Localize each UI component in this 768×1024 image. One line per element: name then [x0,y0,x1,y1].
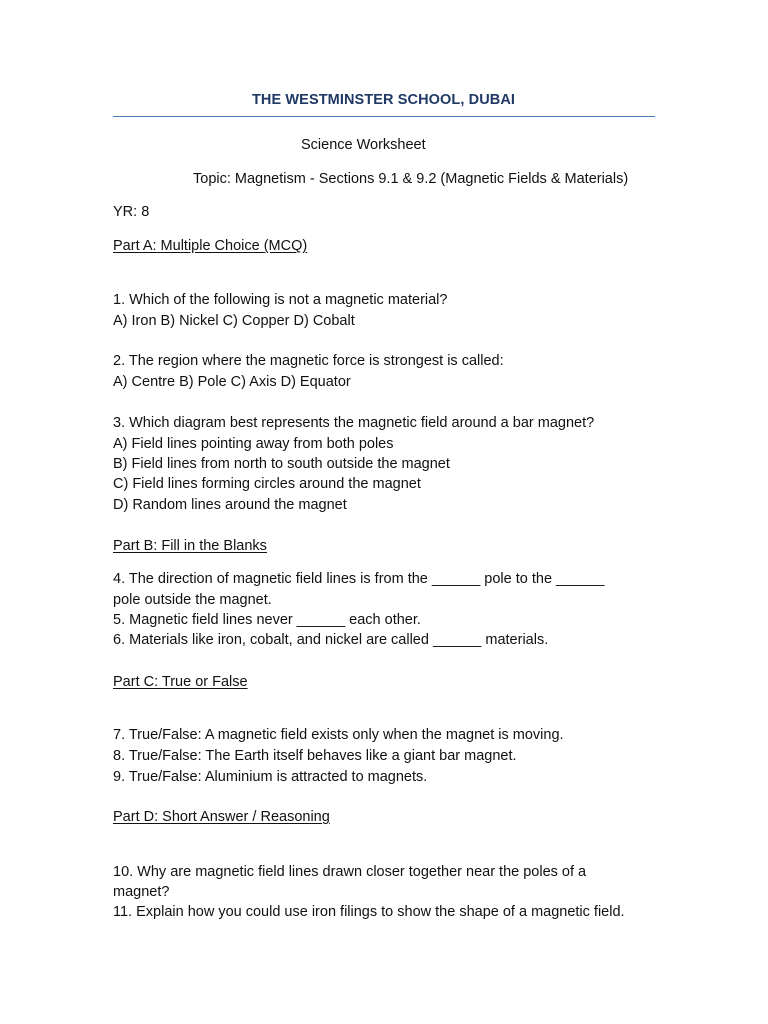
worksheet-topic: Topic: Magnetism - Sections 9.1 & 9.2 (Magnetic Fields & Materials) [193,171,629,187]
question-3-option-c: C) Field lines forming circles around the magnet [113,476,421,492]
year-level: YR: 8 [113,204,150,220]
part-a-heading: Part A: Multiple Choice (MCQ) [113,238,308,254]
question-10-line-1: 10. Why are magnetic field lines drawn closer together near the poles of a [113,864,587,880]
question-3-option-d: D) Random lines around the magnet [113,497,347,513]
question-4-line-2: pole outside the magnet. [113,592,272,608]
question-2-options: A) Centre B) Pole C) Axis D) Equator [113,374,351,390]
question-11: 11. Explain how you could use iron filings to show the shape of a magnetic field. [113,904,625,920]
question-3-option-a: A) Field lines pointing away from both poles [113,436,394,452]
part-d-heading: Part D: Short Answer / Reasoning [113,809,330,825]
question-2: 2. The region where the magnetic force is strongest is called: [113,353,504,369]
question-7: 7. True/False: A magnetic field exists only when the magnet is moving. [113,727,564,743]
question-3-option-b: B) Field lines from north to south outside the magnet [113,456,450,472]
part-c-heading: Part C: True or False [113,674,248,690]
question-1-options: A) Iron B) Nickel C) Copper D) Cobalt [113,313,355,329]
question-1: 1. Which of the following is not a magnetic material? [113,292,448,308]
header-divider [113,116,655,117]
question-4-line-1: 4. The direction of magnetic field lines is from the ______ pole to the ______ [113,571,605,587]
worksheet-title: Science Worksheet [301,137,426,153]
question-3: 3. Which diagram best represents the magnetic field around a bar magnet? [113,415,595,431]
question-6: 6. Materials like iron, cobalt, and nickel are called ______ materials. [113,632,549,648]
school-name: THE WESTMINSTER SCHOOL, DUBAI [251,92,516,108]
question-10-line-2: magnet? [113,884,170,900]
question-9: 9. True/False: Aluminium is attracted to magnets. [113,769,428,785]
question-8: 8. True/False: The Earth itself behaves like a giant bar magnet. [113,748,517,764]
part-b-heading: Part B: Fill in the Blanks [113,538,267,554]
question-5: 5. Magnetic field lines never ______ each other. [113,612,421,628]
